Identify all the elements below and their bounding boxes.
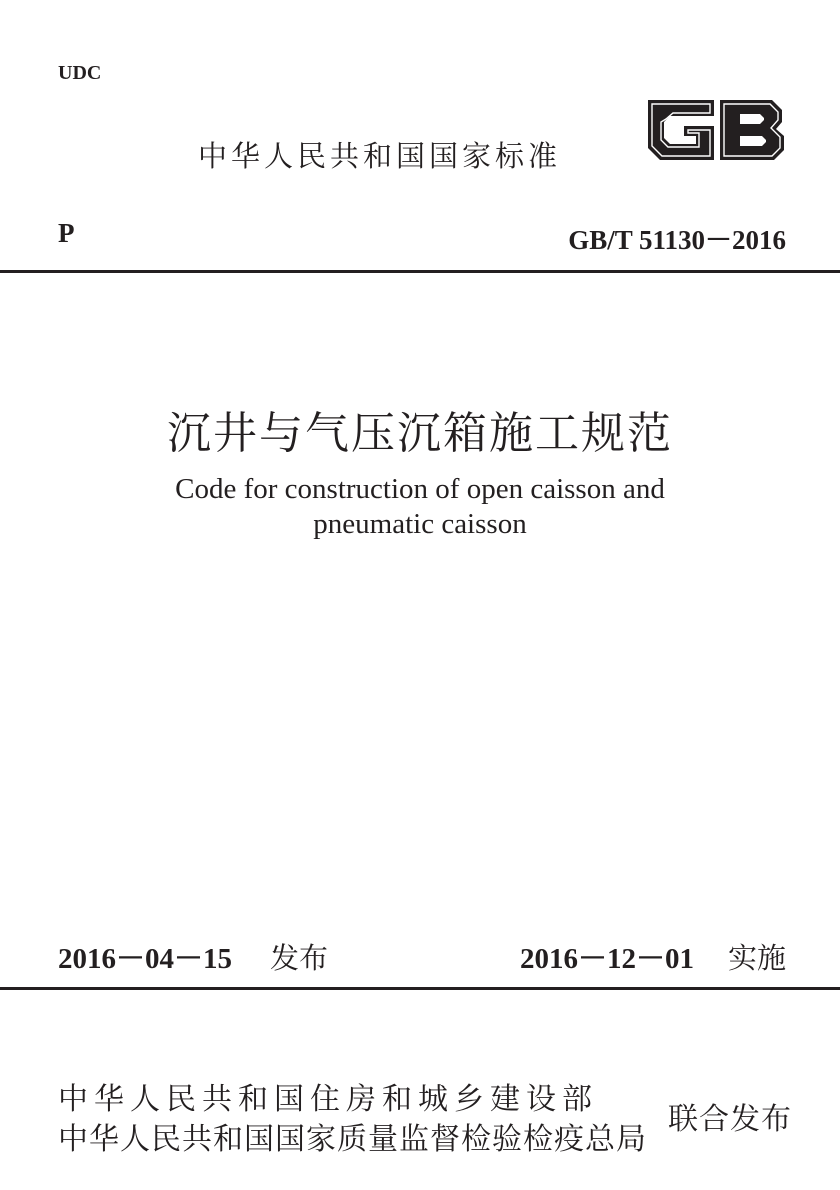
category-code: P (58, 218, 75, 248)
title-chinese: 沉井与气压沉箱施工规范 (167, 409, 673, 458)
gb-logo (640, 92, 790, 168)
joint-issue-label: 联合发布 (668, 1102, 792, 1137)
issue-date: 2016－04－15 (58, 943, 233, 975)
udc-label: UDC (58, 62, 102, 84)
implementation-date: 2016－12－01 (520, 943, 695, 975)
implementation-label: 实施 (728, 941, 787, 975)
bottom-divider (0, 987, 840, 990)
national-standard-heading: 中华人民共和国国家标准 (198, 139, 562, 173)
standard-number: GB/T 51130－2016 (568, 225, 786, 255)
top-divider (0, 270, 840, 273)
issuing-ministry-2: 中华人民共和国国家质量监督检验检疫总局 (58, 1122, 647, 1157)
title-english-line1: Code for construction of open caisson and (175, 473, 665, 505)
issue-label: 发布 (270, 941, 329, 975)
title-english-line2: pneumatic caisson (313, 508, 527, 540)
issuing-ministry-1: 中华人民共和国住房和城乡建设部 (58, 1082, 598, 1117)
